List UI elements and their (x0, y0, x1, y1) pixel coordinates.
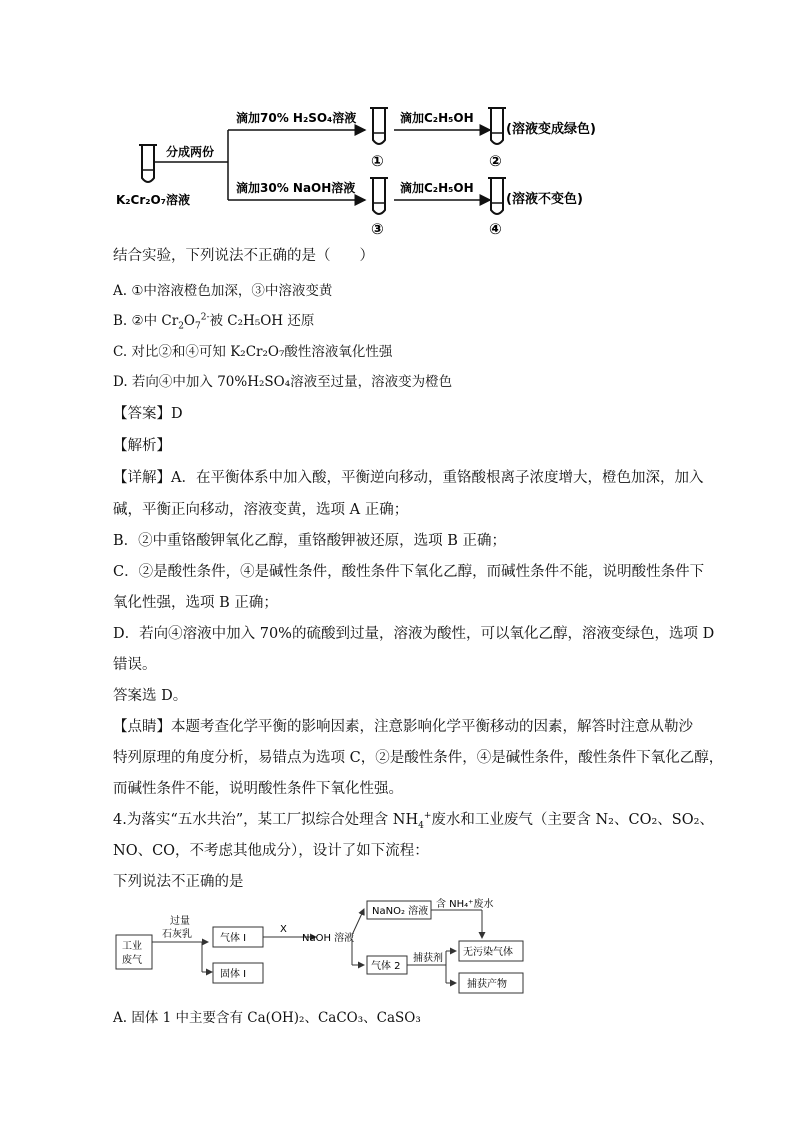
q3-option-c: C. 对比②和④可知 K₂Cr₂O₇酸性溶液氧化性强 (113, 344, 393, 360)
reagent-line-1: 过量 (170, 916, 190, 927)
q3-option-b-sup: 2- (200, 312, 210, 323)
detail-line-1: 【详解】A．在平衡体系中加入酸，平衡逆向移动，重铬酸根离子浓度增大，橙色加深，加入 (113, 470, 704, 486)
result-bottom-label: (溶液不变色) (506, 192, 583, 207)
capture-agent-label: 捕获剂 (413, 953, 443, 964)
q4-stem-sup: + (423, 811, 432, 822)
q3-option-b-sub1: 2 (178, 321, 184, 332)
detail-line-6: D．若向④溶液中加入 70%的硫酸到过量，溶液为酸性，可以氧化乙醇，溶液变绿色，选项 D (113, 626, 715, 642)
split-label: 分成两份 (166, 145, 215, 159)
tube-1-label: ① (371, 152, 384, 170)
capture-product-label: 捕获产物 (467, 979, 507, 990)
q3-option-b-pre: B. ②中 Cr (113, 313, 179, 329)
q3-option-b-post: 被 C₂H₅OH 还原 (209, 313, 315, 329)
comment-line-2: 特列原理的角度分析，易错点为选项 C，②是酸性条件，④是碱性条件，酸性条件下氧化乙醇， (113, 750, 724, 766)
tube-3-label: ③ (371, 220, 384, 238)
tube-2-label: ② (489, 152, 502, 170)
tube-3-icon (370, 178, 388, 214)
q3-option-b-mid: O (183, 313, 195, 329)
q4-stem-line-3: 下列说法不正确的是 (113, 874, 244, 890)
clean-gas-label: 无污染气体 (463, 947, 513, 958)
solid-1-label: 固体 I (220, 969, 247, 980)
q4-stem-line-1 (113, 810, 713, 830)
process-flow-diagram (112, 895, 528, 1000)
source-test-tube-icon (139, 145, 157, 182)
nh4-waste-label: 含 NH₄⁺废水 (436, 899, 494, 910)
q4-stem-part-a: 4.为落实“五水共治”，某工厂拟综合处理含 NH (113, 812, 419, 828)
q3-option-b-sub2: 7 (195, 321, 201, 332)
comment-line-1: 【点睛】本题考查化学平衡的影响因素，注意影响化学平衡移动的因素，解答时注意从勒沙 (113, 719, 693, 735)
detail-line-2: 碱，平衡正向移动，溶液变黄，选项 A 正确； (113, 502, 409, 518)
q4-stem-part-d: 废水和工业废气（主要含 N₂、CO₂、SO₂、 (431, 812, 714, 828)
comment-line-3: 而碱性条件不能，说明酸性条件下氧化性强。 (113, 781, 403, 797)
input-box-line-2: 废气 (122, 955, 142, 966)
q3-option-a: A. ①中溶液橙色加深，③中溶液变黄 (113, 283, 333, 299)
gas-2-label: 气体 2 (371, 961, 401, 972)
source-label: K₂Cr₂O₇溶液 (116, 193, 190, 207)
input-box-line-1: 工业 (122, 941, 142, 952)
naoh-label: NaOH 溶液 (302, 933, 355, 944)
gas-1-label: 气体 I (220, 933, 247, 944)
q4-stem-sub: 4 (418, 820, 424, 831)
detail-line-7: 错误。 (113, 657, 157, 673)
conclusion-line: 答案选 D。 (113, 688, 188, 704)
q3-option-b (113, 311, 713, 331)
detail-line-4: C．②是酸性条件，④是碱性条件，酸性条件下氧化乙醇，而碱性条件不能，说明酸性条件下 (113, 564, 705, 580)
result-top-label: (溶液变成绿色) (506, 122, 596, 137)
analysis-title: 【解析】 (113, 438, 171, 454)
q3-stem: 结合实验，下列说法不正确的是（ ） (113, 248, 374, 264)
answer-label: 【答案】D (113, 406, 183, 422)
q4-option-a: A. 固体 1 中主要含有 Ca(OH)₂、CaCO₃、CaSO₃ (113, 1010, 421, 1026)
q3-option-d: D. 若向④中加入 70%H₂SO₄溶液至过量，溶液变为橙色 (113, 374, 453, 390)
x-reagent-label: X (280, 924, 287, 935)
detail-line-3: B．②中重铬酸钾氧化乙醇，重铬酸钾被还原，选项 B 正确； (113, 533, 507, 549)
q4-stem-line-2: NO、CO，不考虑其他成分），设计了如下流程： (113, 843, 429, 859)
tube-4-label: ④ (489, 220, 502, 238)
top-reagent-label: 滴加70% H₂SO₄溶液 (236, 111, 357, 125)
tube-2-icon (488, 108, 506, 144)
tube-4-icon (488, 178, 506, 214)
nano2-label: NaNO₂ 溶液 (372, 906, 429, 917)
experiment-diagram (110, 100, 630, 240)
reagent-line-2: 石灰乳 (162, 929, 192, 940)
ethanol-bottom-label: 滴加C₂H₅OH (400, 181, 474, 195)
detail-line-5: 氧化性强，选项 B 正确； (113, 595, 278, 611)
ethanol-top-label: 滴加C₂H₅OH (400, 111, 474, 125)
bottom-reagent-label: 滴加30% NaOH溶液 (236, 181, 356, 195)
tube-1-icon (370, 108, 388, 144)
